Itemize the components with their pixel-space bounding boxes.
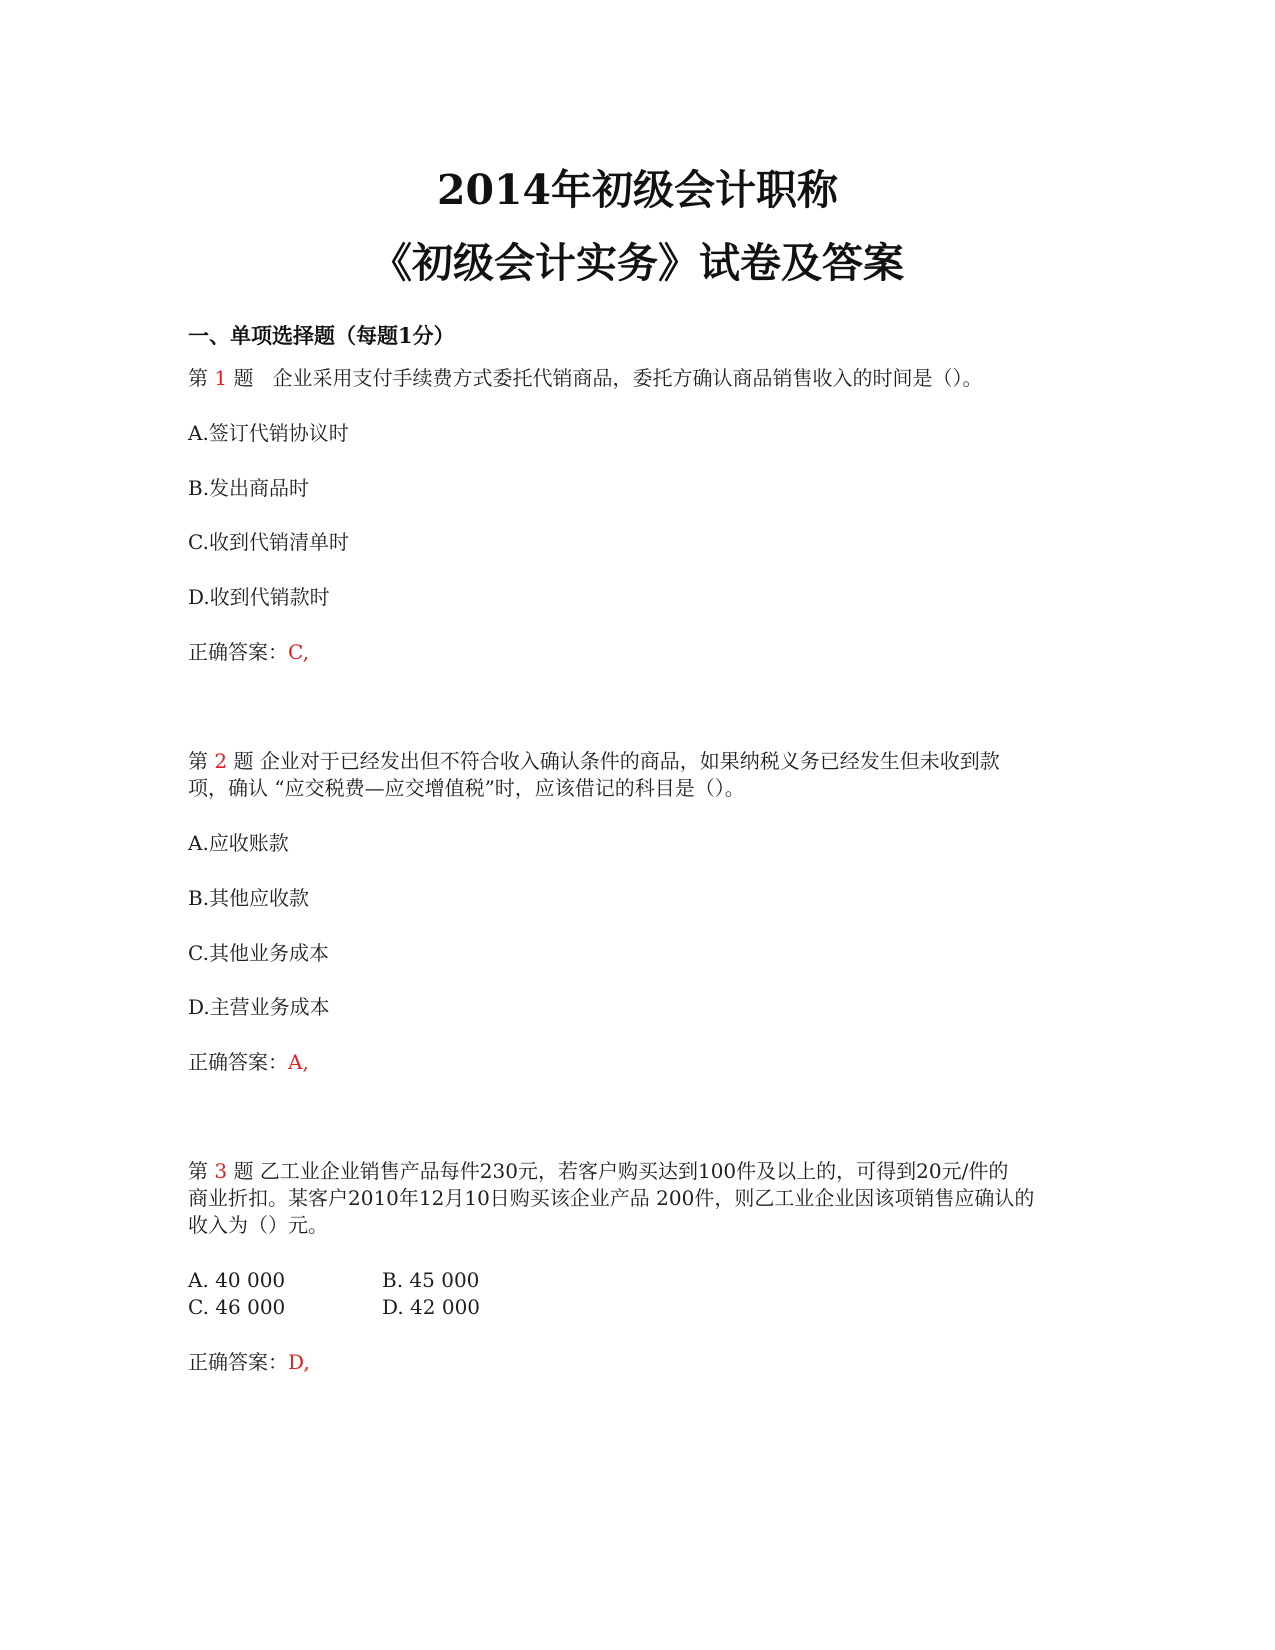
question-1-stem [188, 364, 983, 392]
document-title-line1: 2014年初级会计职称 [436, 166, 839, 214]
question-prefix: 第 [188, 749, 215, 773]
question-3-options-row1 [188, 1266, 285, 1294]
question-text: 企业对于已经发出但不符合收入确认条件的商品，如果纳税义务已经发生但未收到款 [259, 749, 1000, 773]
question-2-stem-line1 [188, 747, 1000, 775]
question-2-answer [188, 1048, 309, 1076]
answer-value: C, [288, 640, 309, 664]
question-2-option-b: B.其他应收款 [188, 886, 310, 910]
question-2-option-c: C.其他业务成本 [188, 941, 329, 965]
answer-label: 正确答案： [188, 1350, 288, 1374]
question-number: 1 [214, 366, 228, 390]
question-text: 乙工业企业销售产品每件230元，若客户购买达到100件及以上的，可得到20元/件的 [259, 1159, 1009, 1183]
question-2-option-d: D.主营业务成本 [188, 995, 330, 1019]
question-number: 3 [214, 1159, 228, 1183]
document-title-line2: 《初级会计实务》试卷及答案 [371, 239, 904, 287]
question-prefix: 第 [188, 1159, 215, 1183]
question-3-option-d: D. 42 000 [382, 1295, 481, 1319]
answer-label: 正确答案： [188, 640, 288, 664]
question-1-option-a: A.签订代销协议时 [188, 421, 349, 445]
answer-label: 正确答案： [188, 1050, 288, 1074]
question-3-option-c: C. 46 000 [188, 1295, 286, 1319]
question-3-option-a: A. 40 000 [188, 1268, 286, 1292]
question-1-option-c: C.收到代销清单时 [188, 530, 349, 554]
question-3-stem-line1 [188, 1157, 1008, 1185]
question-1-answer [188, 638, 309, 666]
question-suffix: 题 [227, 1159, 260, 1183]
question-3-stem-line2: 商业折扣。某客户2010年12月10日购买该企业产品 200件，则乙工业企业因该项销售应确认的 [188, 1186, 1035, 1210]
question-1-option-b: B.发出商品时 [188, 476, 310, 500]
answer-value: A, [288, 1050, 309, 1074]
question-3-stem-line3: 收入为（）元。 [188, 1213, 328, 1237]
question-2-stem-line2: 项，确认 “应交税费—应交增值税”时，应该借记的科目是（）。 [188, 776, 745, 800]
question-prefix: 第 [188, 366, 215, 390]
question-2-option-a: A.应收账款 [188, 831, 289, 855]
question-1-option-d: D.收到代销款时 [188, 585, 330, 609]
question-text: 企业采用支付手续费方式委托代销商品，委托方确认商品销售收入的时间是（）。 [259, 366, 983, 390]
section-heading: 一、单项选择题（每题1分） [188, 323, 455, 348]
question-3-option-b: B. 45 000 [382, 1268, 480, 1292]
question-suffix: 题 [227, 366, 260, 390]
question-number: 2 [214, 749, 228, 773]
question-suffix: 题 [227, 749, 260, 773]
question-3-answer [188, 1348, 310, 1376]
answer-value: D, [288, 1350, 310, 1374]
